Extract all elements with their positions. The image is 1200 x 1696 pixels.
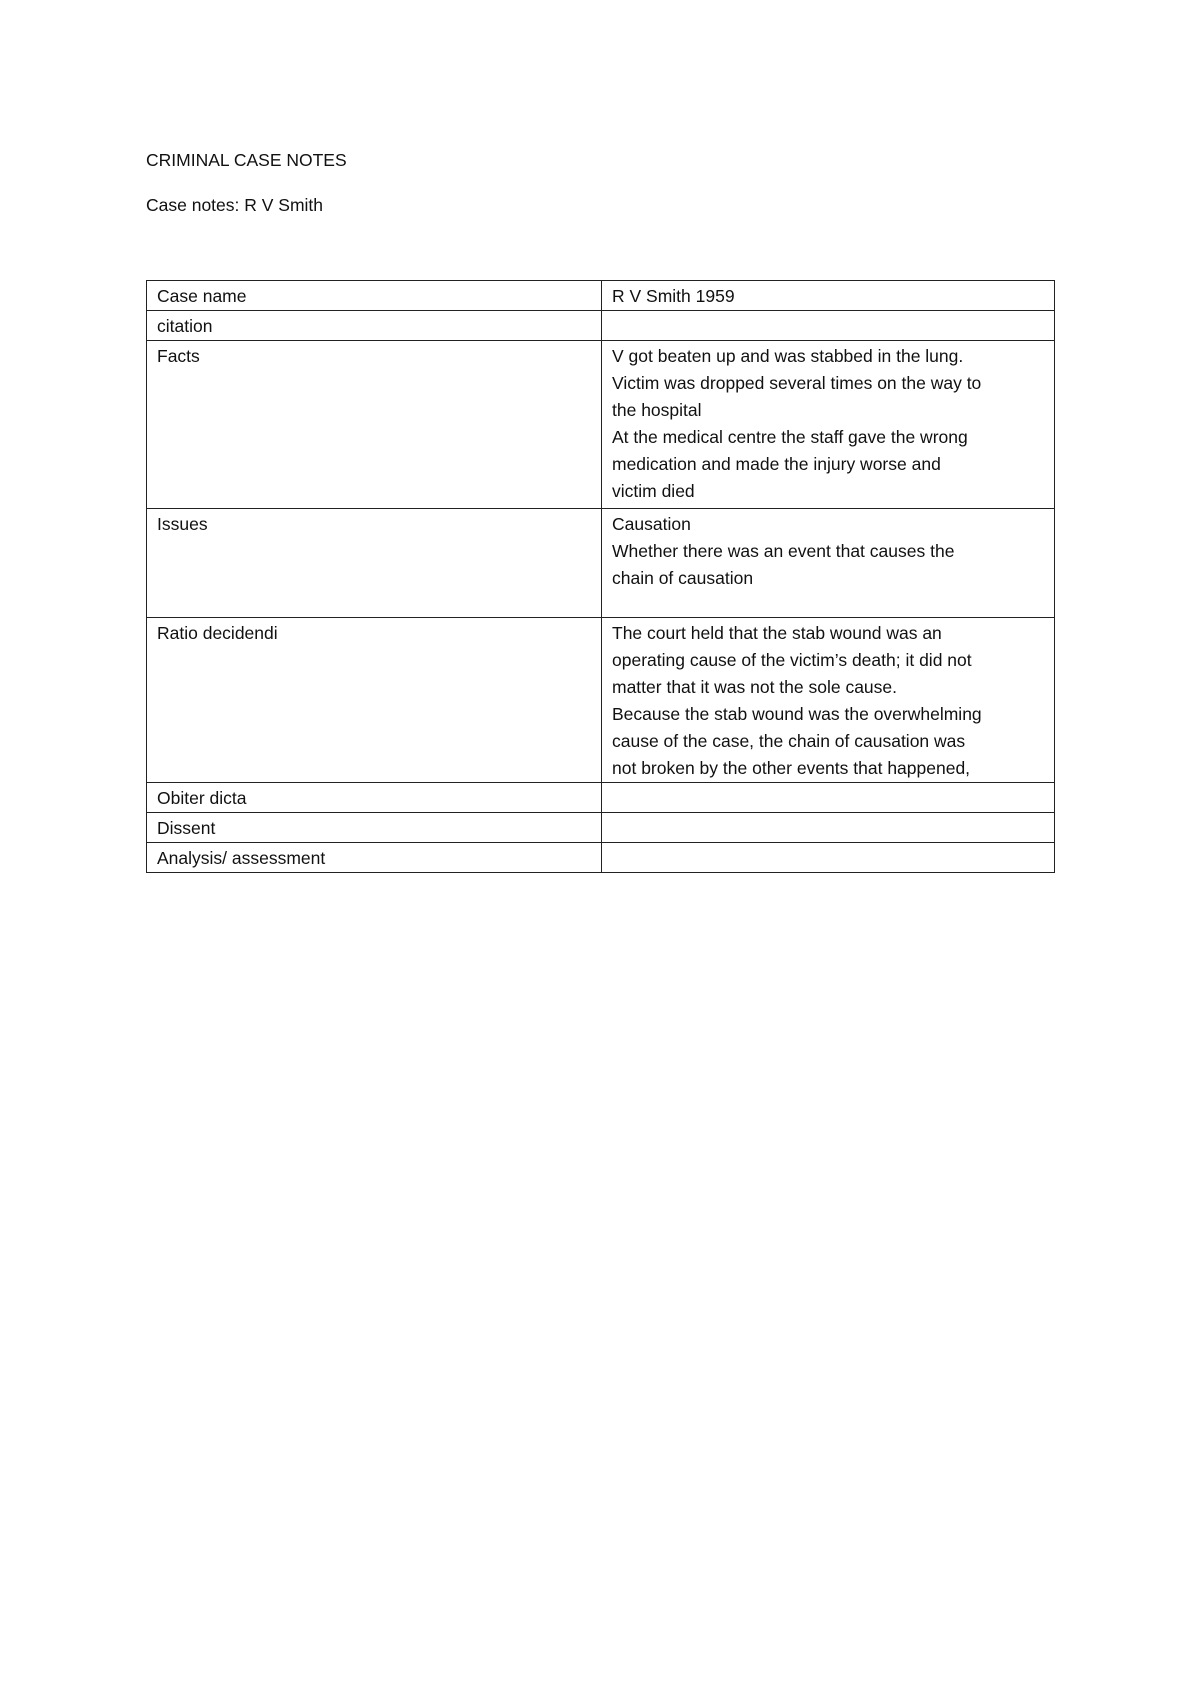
table-row: [147, 341, 1055, 509]
row-label: citation: [147, 311, 602, 341]
row-label: Case name: [147, 281, 602, 311]
table-row: [147, 618, 1055, 783]
document-subtitle: Case notes: R V Smith: [146, 195, 324, 215]
row-value: [602, 509, 1055, 618]
row-value-line: the hospital: [612, 400, 702, 420]
row-label: Analysis/ assessment: [147, 843, 602, 873]
row-value-line: The court held that the stab wound was an: [612, 623, 942, 643]
row-value: [602, 341, 1055, 509]
row-value-line: matter that it was not the sole cause.: [612, 677, 898, 697]
row-label: Facts: [147, 341, 602, 509]
table-row: [147, 509, 1055, 618]
row-value: [602, 783, 1055, 813]
case-notes-table: [146, 280, 1055, 873]
row-value-line: cause of the case, the chain of causation was: [612, 731, 966, 751]
document-title: CRIMINAL CASE NOTES: [146, 150, 347, 170]
row-value-line: not broken by the other events that happened,: [612, 758, 971, 778]
row-label: Dissent: [147, 813, 602, 843]
row-value-line: V got beaten up and was stabbed in the lung.: [612, 346, 964, 366]
row-value-line: Because the stab wound was the overwhelming: [612, 704, 982, 724]
row-value-line: operating cause of the victim’s death; it did not: [612, 650, 972, 670]
table-row: [147, 813, 1055, 843]
row-value-line: medication and made the injury worse and: [612, 454, 941, 474]
table-row: [147, 783, 1055, 813]
row-value: [602, 843, 1055, 873]
row-value-line: Victim was dropped several times on the way to: [612, 373, 982, 393]
table-row: [147, 281, 1055, 311]
row-value: [602, 813, 1055, 843]
row-value: [602, 618, 1055, 783]
row-value-line: chain of causation: [612, 568, 754, 588]
table-row: [147, 843, 1055, 873]
row-value-line: Whether there was an event that causes the: [612, 541, 955, 561]
row-value-line: Causation: [612, 514, 691, 534]
row-value: [602, 281, 1055, 311]
row-value-line: R V Smith 1959: [612, 286, 735, 306]
row-value-line: At the medical centre the staff gave the wrong: [612, 427, 968, 447]
table-row: [147, 311, 1055, 341]
row-label: Ratio decidendi: [147, 618, 602, 783]
row-value-line: victim died: [612, 481, 695, 501]
row-value: [602, 311, 1055, 341]
row-label: Issues: [147, 509, 602, 618]
row-label: Obiter dicta: [147, 783, 602, 813]
